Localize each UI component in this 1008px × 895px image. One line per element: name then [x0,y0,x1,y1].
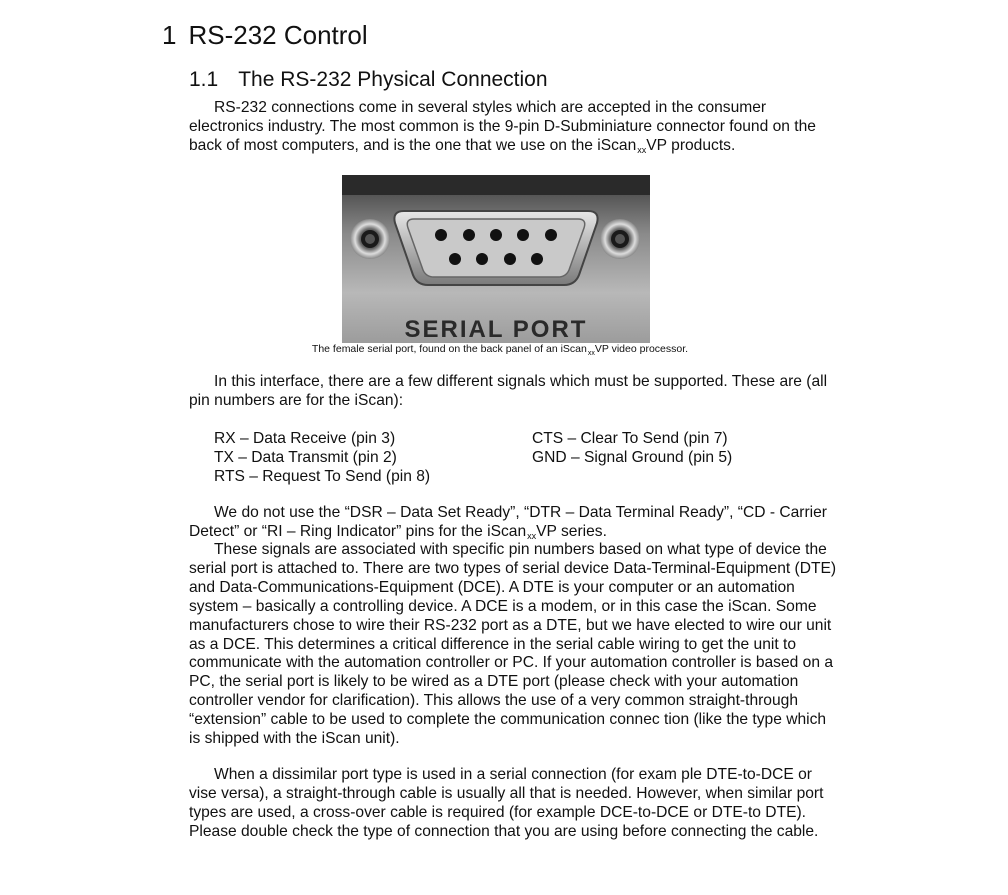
signal-gnd: GND – Signal Ground (pin 5) [532,449,733,466]
subsection-number: 1.1 [189,68,219,91]
serial-port-icon [342,175,650,343]
figure-caption: The female serial port, found on the back panel of an iScan$_{xx}$VP video processor. [311,343,689,357]
dte-dce-paragraph: These signals are associated with specific pin numbers based on what type of device the serial port is attached to. There are two types of serial device Data-Terminal-Equipment (DTE) and Data-Communications-Equipment (DCE). A DTE is your computer or an automation system – basically a controlling device. A DCE is a modem, or in this case the iScan. Some manufacturers chose to wire their RS-232 port as a DTE, but we have elected to wire our unit as a DCE. This determines a critical difference in the serial cable wiring to get the unit to communicate with the automation controller or PC. If your automation controller is based on a PC, the serial port is likely to be wired as a DTE port (please check with your automation controller vendor for clarification). This allows the use of a very common straight-through “extension” cable to be used to complete the communication connec tion (like the type which is shipped with the iScan unit). [189,541,837,748]
subsection-heading [189,68,548,92]
signals-intro-paragraph: In this interface, there are a few different signals which must be supported. These are (all pin numbers are for the iScan): [189,373,828,409]
signal-tx: TX – Data Transmit (pin 2) [214,449,397,466]
signal-rx: RX – Data Receive (pin 3) [214,430,396,447]
serial-port-label: SERIAL PORT [404,316,588,343]
signal-cts: CTS – Clear To Send (pin 7) [532,430,728,447]
subsection-title: The RS-232 Physical Connection [238,68,548,91]
dissimilar-port-paragraph: When a dissimilar port type is used in a serial connection (for exam ple DTE-to-DCE or vise versa), a straight-through cable is usually all that is needed. However, when similar port types are used, a cross-over cable is required (for example DCE-to-DCE or DTE-to DTE). Please double check the type of connection that you are using before connecting the cable. [189,766,824,840]
section-title: RS-232 Control [188,20,368,50]
intro-paragraph: RS-232 connections come in several styles which are accepted in the consumer electronics industry. The most common is the 9-pin D-Subminiature connector found on the back of most computers, and is the one that we use on the iScan$_{xx}$VP products. [189,99,816,155]
serial-port-photo [342,175,650,343]
section-heading [162,20,368,51]
section-number: 1 [162,20,177,50]
unused-pins-paragraph: We do not use the “DSR – Data Set Ready”, “DTR – Data Terminal Ready”, “CD - Carrier Detect” or “RI – Ring Indicator” pins for the iScan$_{xx}$VP series. [189,504,827,541]
signal-rts: RTS – Request To Send (pin 8) [214,468,431,485]
